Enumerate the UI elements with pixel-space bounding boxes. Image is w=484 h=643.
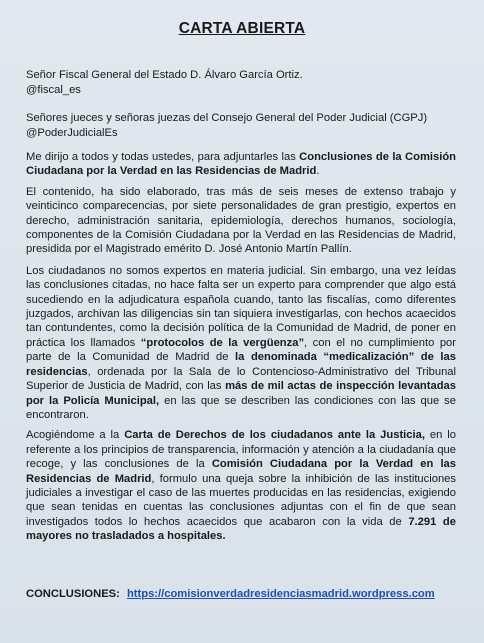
text-run: , formulo una queja sobre la inhibición de las instituciones judiciales a investigar el caso de las muertes producidas en las residencias, exigiendo que sean tenidas en cuentas las conclusiones adjuntas con el fin de que sean investigados todos lo hechos acaecidos que acabaron con la vida de	[26, 472, 456, 528]
conclusions-link[interactable]: https://comisionverdadresidenciasmadrid.wordpress.com	[126, 588, 435, 600]
recipient-fiscal-handle: @fiscal_es	[26, 83, 81, 96]
recipient-fiscal	[26, 68, 458, 97]
bold-run: Conclusiones de la Comisión Ciudadana por la Verdad en las Residencias de Madrid	[26, 151, 456, 178]
paragraph-citizens	[26, 264, 456, 422]
bold-run: Carta de Derechos de los ciudadanos ante la Justicia,	[124, 429, 425, 442]
recipient-cgpj-handle: @PoderJudicialEs	[26, 126, 118, 139]
paragraph-intro	[26, 150, 456, 179]
bold-run: la denominada “medicalización” de las residencias	[26, 351, 456, 378]
text-run: , con el no cumplimiento por parte de la Comunidad de Madrid de	[26, 336, 456, 364]
paragraph-complaint	[26, 428, 456, 543]
letter-body	[26, 150, 456, 550]
recipient-cgpj-name: Señores jueces y señoras juezas del Consejo General del Poder Judicial (CGPJ)	[26, 112, 428, 124]
text-run: .	[316, 165, 320, 178]
bold-run: “protocolos de la vergüenza”	[140, 336, 305, 349]
bold-run: más de mil actas de inspección levantadas por la Policía Municipal,	[26, 380, 456, 407]
text-run: , ordenada por la Sala de lo Contencioso-Administrativo del Tribunal Superior de Justicia de Madrid, con las	[26, 365, 456, 393]
conclusions-line	[26, 588, 458, 600]
text-run: Acogiéndome a la	[26, 429, 125, 442]
text-run: Los ciudadanos no somos expertos en materia judicial. Sin embargo, una vez leídas las conclusiones citadas, no hace falta ser un experto para comprender que algo está sucediendo en la adjudicatura española cuando, tanto las fiscalías, como diferentes juzgados, archivan las diligencias sin tan siquiera investigarlas, con hechos acaecidos tan contundentes, como la decisión política de la Comunidad de Madrid, de poner en práctica los llamados	[26, 264, 456, 349]
bold-run: Comisión Ciudadana por la Verdad en las Residencias de Madrid	[26, 458, 456, 485]
page-title: CARTA ABIERTA	[178, 20, 306, 37]
text-run: en las que se describen las condiciones con las que se encontraron.	[26, 394, 456, 421]
recipient-cgpj	[26, 111, 458, 140]
text-run: Me dirijo a todos y todas ustedes, para adjuntarles las	[26, 151, 300, 163]
text-run: en lo referente a los principios de transparencia, información y atención a la ciudadanía que recoge, y las conclusiones de la	[26, 429, 456, 471]
recipient-fiscal-name: Señor Fiscal General del Estado D. Álvaro García Ortiz.	[26, 69, 303, 81]
paragraph-content: El contenido, ha sido elaborado, tras más de seis meses de extenso trabajo y veinticinco comparecencias, por siete personalidades de gran prestigio, expertos en derecho, administración sanitaria, epidemiología, derechos humanos, sociología, componentes de la Comisión Ciudadana por la Verdad en las Residencias de Madrid, presidida por el Magistrado emérito D. José Antonio Martín Pallín.	[26, 185, 456, 256]
conclusions-label: CONCLUSIONES:	[26, 588, 120, 600]
bold-run: 7.291 de mayores no trasladados a hospitales.	[26, 515, 456, 543]
